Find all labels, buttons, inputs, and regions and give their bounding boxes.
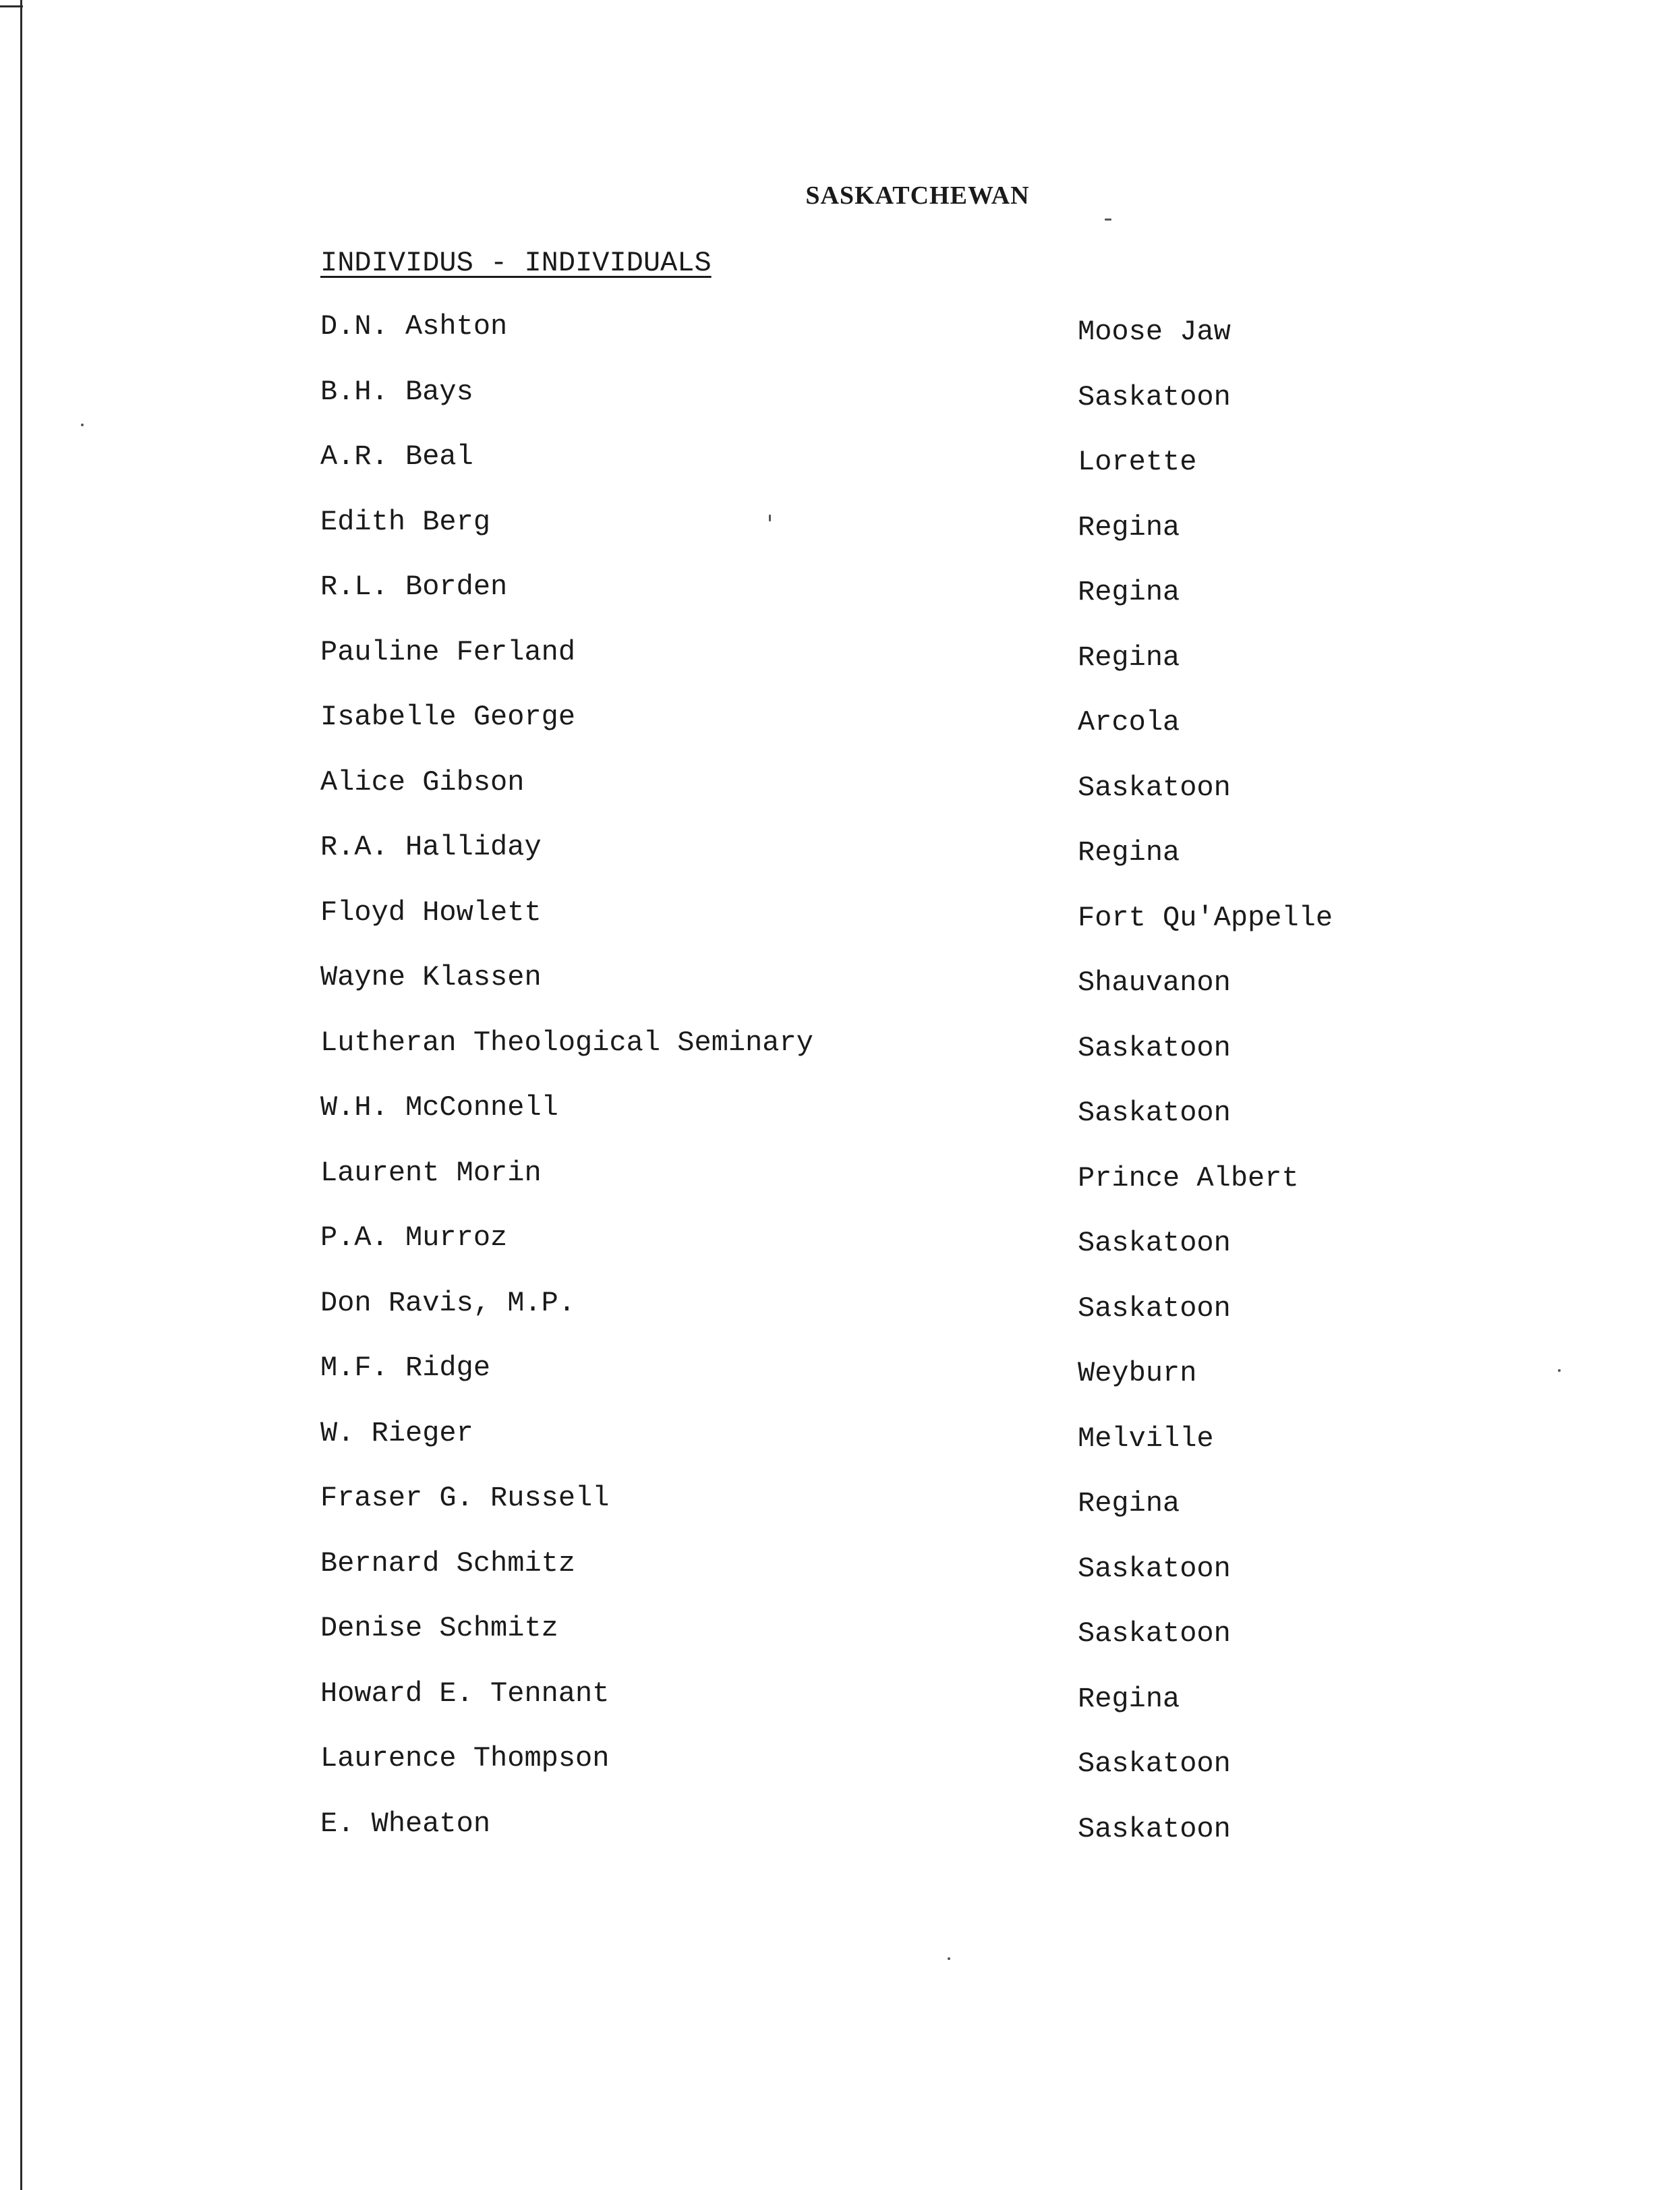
entry-name: B.H. Bays — [320, 375, 473, 408]
page-title: SASKATCHEWAN — [805, 181, 1030, 210]
entry-city: Regina — [1078, 641, 1180, 674]
entry-name: Laurent Morin — [320, 1156, 542, 1189]
list-item — [0, 766, 1680, 832]
entry-city: Saskatoon — [1078, 1031, 1231, 1064]
entry-city: Arcola — [1078, 706, 1180, 739]
entry-city: Weyburn — [1078, 1357, 1197, 1389]
entry-city: Saskatoon — [1078, 1748, 1231, 1780]
entry-city: Shauvanon — [1078, 967, 1231, 999]
entry-city: Lorette — [1078, 446, 1197, 478]
list-item — [0, 961, 1680, 1027]
list-item — [0, 1221, 1680, 1287]
list-item — [0, 1482, 1680, 1547]
entry-city: Saskatoon — [1078, 1552, 1231, 1585]
entry-name: R.L. Borden — [320, 571, 508, 603]
entry-city: Regina — [1078, 576, 1180, 608]
entry-city: Saskatoon — [1078, 1227, 1231, 1259]
scan-speck — [81, 424, 84, 426]
page-binding-tick — [0, 5, 23, 7]
entry-city: Saskatoon — [1078, 1812, 1231, 1845]
individuals-list — [0, 310, 1680, 1872]
list-item — [0, 571, 1680, 636]
entry-name: Floyd Howlett — [320, 896, 542, 929]
list-item — [0, 1287, 1680, 1352]
entry-city: Saskatoon — [1078, 380, 1231, 413]
list-item — [0, 1027, 1680, 1092]
scan-speck — [1558, 1369, 1561, 1372]
list-item — [0, 636, 1680, 701]
entry-name: Howard E. Tennant — [320, 1677, 610, 1710]
entry-city: Regina — [1078, 836, 1180, 869]
entry-city: Regina — [1078, 1682, 1180, 1715]
entry-city: Prince Albert — [1078, 1161, 1299, 1194]
list-item — [0, 1547, 1680, 1613]
entry-name: W. Rieger — [320, 1416, 473, 1449]
entry-name: A.R. Beal — [320, 440, 473, 473]
list-item — [0, 831, 1680, 896]
scan-speck — [948, 1957, 950, 1960]
entry-city: Regina — [1078, 511, 1180, 544]
list-item — [0, 376, 1680, 441]
entry-name: Fraser G. Russell — [320, 1482, 610, 1514]
entry-city: Saskatoon — [1078, 771, 1231, 804]
entry-name: R.A. Halliday — [320, 831, 542, 863]
entry-name: D.N. Ashton — [320, 310, 508, 343]
entry-name: W.H. McConnell — [320, 1091, 558, 1124]
list-item — [0, 1157, 1680, 1222]
entry-name: Laurence Thompson — [320, 1742, 610, 1775]
entry-city: Moose Jaw — [1078, 316, 1231, 348]
entry-city: Saskatoon — [1078, 1617, 1231, 1650]
list-item — [0, 1742, 1680, 1808]
list-item — [0, 1808, 1680, 1873]
entry-city: Saskatoon — [1078, 1097, 1231, 1129]
list-item — [0, 1612, 1680, 1677]
entry-name: Bernard Schmitz — [320, 1547, 576, 1580]
entry-name: Alice Gibson — [320, 766, 525, 799]
section-heading: INDIVIDUS - INDIVIDUALS — [320, 247, 712, 279]
entry-name: P.A. Murroz — [320, 1221, 508, 1254]
list-item — [0, 1677, 1680, 1743]
scan-speck — [1105, 219, 1111, 221]
entry-city: Saskatoon — [1078, 1292, 1231, 1325]
scan-speck — [769, 515, 771, 521]
list-item — [0, 440, 1680, 506]
list-item — [0, 1352, 1680, 1417]
list-item — [0, 896, 1680, 962]
entry-city: Melville — [1078, 1422, 1214, 1455]
entry-name: Pauline Ferland — [320, 635, 576, 668]
entry-city: Regina — [1078, 1487, 1180, 1520]
entry-city: Fort Qu'Appelle — [1078, 901, 1333, 934]
list-item — [0, 1417, 1680, 1482]
entry-name: Isabelle George — [320, 701, 576, 733]
list-item — [0, 701, 1680, 766]
list-item — [0, 506, 1680, 571]
list-item — [0, 1091, 1680, 1157]
entry-name: Denise Schmitz — [320, 1612, 558, 1644]
entry-name: Don Ravis, M.P. — [320, 1286, 576, 1319]
entry-name: Lutheran Theological Seminary — [320, 1026, 813, 1059]
entry-name: M.F. Ridge — [320, 1352, 491, 1384]
list-item — [0, 310, 1680, 376]
entry-name: Wayne Klassen — [320, 961, 542, 993]
entry-name: E. Wheaton — [320, 1807, 491, 1840]
entry-name: Edith Berg — [320, 505, 491, 538]
